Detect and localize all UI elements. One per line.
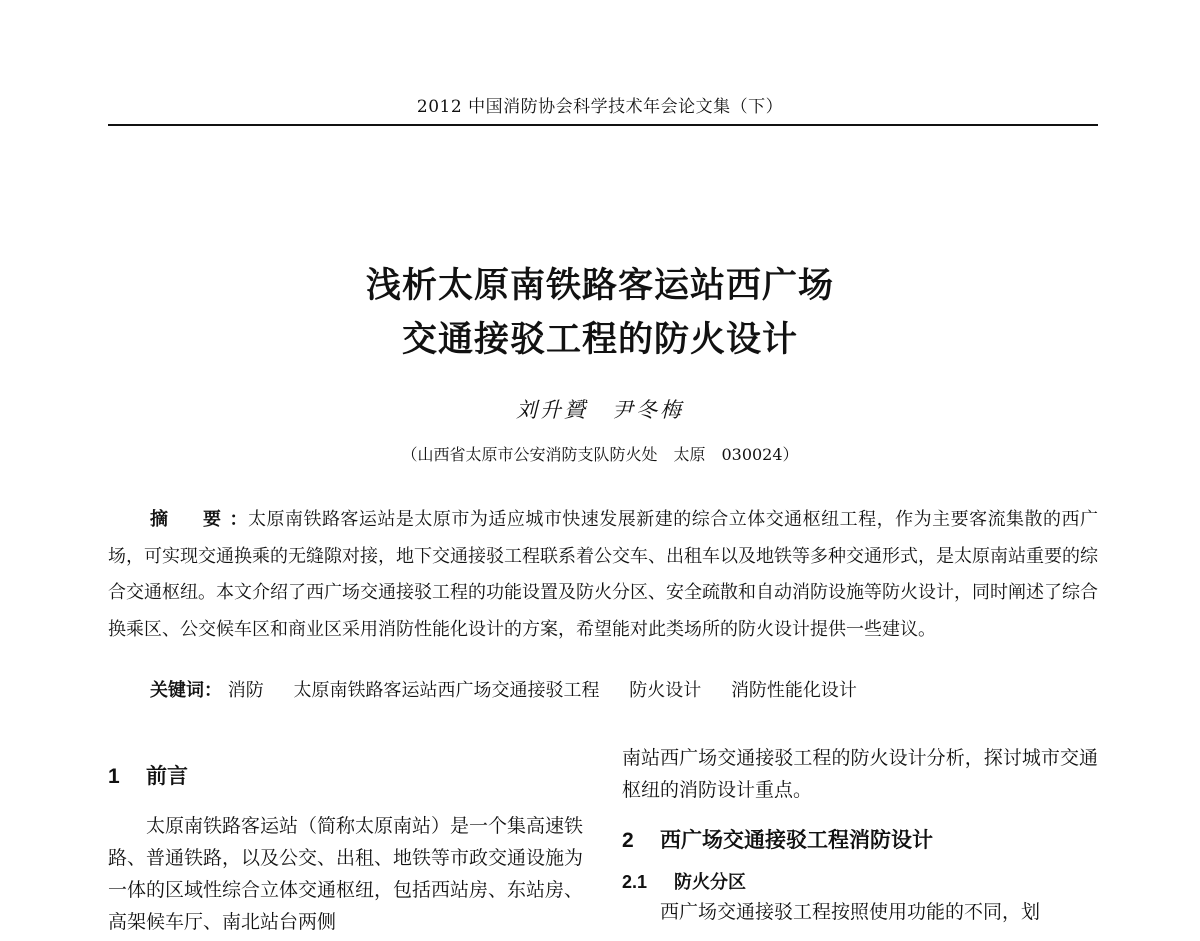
paper-title-line-2: 交通接驳工程的防火设计 bbox=[401, 319, 798, 360]
continued-paragraph: 南站西广场交通接驳工程的防火设计分析，探讨城市交通枢纽的消防设计重点。 bbox=[622, 747, 1098, 801]
keyword-item: 防火设计 bbox=[629, 680, 702, 701]
keywords-label: 关键词： bbox=[150, 680, 222, 701]
running-head: 2012 中国消防协会科学技术年会论文集（下） bbox=[416, 97, 784, 117]
abstract-text: 太原南铁路客运站是太原市为适应城市快速发展新建的综合立体交通枢纽工程，作为主要客流集散的西广场，可实现交通换乘的无缝隙对接，地下交通接驳工程联系着公交车、出租车以及地铁等多种交通形式，是太原南站重要的综合交通枢纽。本文介绍了西广场交通接驳工程的功能设置及防火分区、安全疏散和自动消防设施等防火设计，同时阐述了综合换乘区、公交候车区和商业区采用消防性能化设计的方案，希望能对此类场所的防火设计提供一些建议。 bbox=[108, 509, 1099, 640]
affiliation: （山西省太原市公安消防支队防火处 太原 030024） bbox=[401, 445, 799, 464]
section-1-heading bbox=[108, 760, 583, 790]
abstract bbox=[108, 502, 1098, 648]
subsection-2-1-heading bbox=[622, 868, 1098, 894]
authors: 刘升贇 尹冬梅 bbox=[516, 398, 684, 422]
section-2-number: 2 bbox=[622, 829, 634, 852]
keyword-item: 消防性能化设计 bbox=[730, 680, 857, 701]
subsection-2-1-title: 防火分区 bbox=[674, 872, 746, 892]
keyword-item: 消防 bbox=[227, 680, 264, 701]
section-1-paragraph: 太原南铁路客运站（简称太原南站）是一个集高速铁路、普通铁路，以及公交、出租、地铁等市政交通设施为一体的区域性综合立体交通枢纽，包括西站房、东站房、高架候车厅、南北站台两侧 bbox=[108, 815, 584, 933]
section-2-heading bbox=[622, 824, 1098, 854]
section-1-number: 1 bbox=[108, 765, 120, 788]
subsection-2-1-number: 2.1 bbox=[622, 872, 648, 892]
abstract-label-colon: ： bbox=[229, 509, 248, 530]
subsection-2-1-paragraph: 西广场交通接驳工程按照使用功能的不同，划 bbox=[660, 901, 1041, 923]
keywords bbox=[150, 676, 1098, 702]
paper-title-line-1: 浅析太原南铁路客运站西广场 bbox=[365, 265, 834, 306]
section-2-title: 西广场交通接驳工程消防设计 bbox=[660, 829, 933, 852]
abstract-label: 摘 要 bbox=[150, 509, 230, 530]
keyword-item: 太原南铁路客运站西广场交通接驳工程 bbox=[293, 680, 600, 701]
right-column bbox=[622, 742, 1098, 928]
header-rule bbox=[108, 124, 1098, 126]
section-1-title: 前言 bbox=[146, 765, 188, 788]
left-column bbox=[108, 760, 583, 938]
